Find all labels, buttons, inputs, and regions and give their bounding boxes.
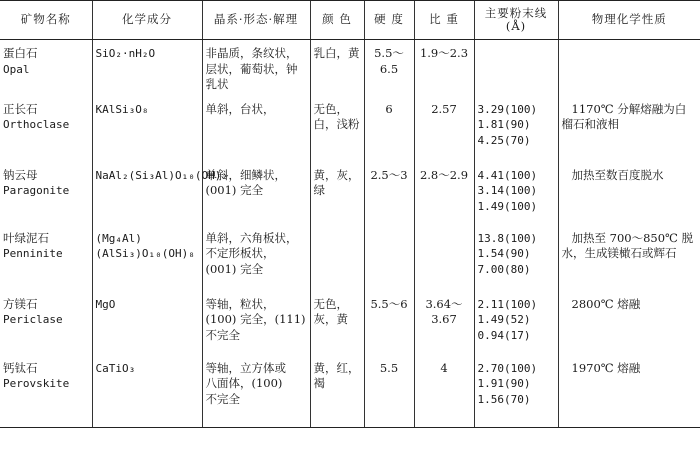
mineral-name-cell xyxy=(0,162,92,225)
xray-cell xyxy=(474,40,558,96)
density-cell: 4 xyxy=(414,355,474,428)
xray-line: 1.49(100) xyxy=(477,199,538,213)
mineral-name-cell xyxy=(0,225,92,291)
mineral-name-en: Periclase xyxy=(3,313,63,326)
xray-cell xyxy=(474,96,558,162)
crystal-line: 单斜，六角板状， xyxy=(205,230,298,245)
crystal-cell xyxy=(202,355,310,428)
formula-cell: KAlSi₃O₈ xyxy=(92,96,202,162)
formula-cell: NaAl₂(Si₃Al)O₁₀(OH)₂ xyxy=(92,162,202,225)
mineral-name-cn: 钙钛石 xyxy=(3,360,38,375)
crystal-line: 单斜，细鳞状， xyxy=(205,167,286,182)
formula-cell: SiO₂·nH₂O xyxy=(92,40,202,96)
mineral-name-cn: 蛋白石 xyxy=(3,46,38,60)
mineral-name-cell xyxy=(0,291,92,355)
mineral-name-en: Penninite xyxy=(3,247,63,260)
xray-cell xyxy=(474,291,558,355)
xray-cell xyxy=(474,225,558,291)
density-cell: 1.9～2.3 xyxy=(414,40,474,96)
mineral-name-en: Perovskite xyxy=(3,377,70,390)
crystal-line: (001) 完全 xyxy=(205,261,264,276)
crystal-line: 乳状 xyxy=(205,77,229,91)
table-row xyxy=(0,225,700,291)
xray-line: 1.49(52) xyxy=(477,313,531,326)
xray-cell xyxy=(474,355,558,428)
crystal-cell xyxy=(202,225,310,291)
hardness-cell: 5.5～6.5 xyxy=(364,40,414,96)
xray-line: 4.25(70) xyxy=(477,133,531,147)
formula-cell: CaTiO₃ xyxy=(92,355,202,428)
color-line: 褐 xyxy=(313,376,325,390)
properties-cell xyxy=(558,162,700,225)
density-cell: 3.64～3.67 xyxy=(414,291,474,355)
crystal-line: (001) 完全 xyxy=(205,183,264,197)
header-mineral-name: 矿物名称 xyxy=(0,1,92,40)
table-body xyxy=(0,40,700,428)
xray-line: 2.11(100) xyxy=(477,297,538,311)
xray-line: 2.70(100) xyxy=(477,361,538,375)
table-row xyxy=(0,355,700,428)
xray-line: 1.91(90) xyxy=(477,377,531,390)
header-xray-title: 主要粉末线 xyxy=(484,6,548,20)
header-hardness: 硬 度 xyxy=(364,1,414,40)
hardness-cell: 6 xyxy=(364,96,414,162)
crystal-cell xyxy=(202,291,310,355)
properties-line: 1170℃ 分解熔融为白 xyxy=(571,101,687,116)
crystal-line: 单斜，台状， xyxy=(205,101,275,116)
density-cell: 2.8～2.9 xyxy=(414,162,474,225)
crystal-line: 不完全 xyxy=(205,391,240,406)
table-row xyxy=(0,96,700,162)
header-crystal-system: 晶系·形态·解理 xyxy=(202,1,310,40)
color-line: 白，浅粉 xyxy=(313,117,360,131)
crystal-line: 等轴，粒状， xyxy=(205,296,275,311)
xray-line: 4.41(100) xyxy=(477,168,538,182)
xray-cell xyxy=(474,162,558,225)
header-xray-unit: (Å) xyxy=(505,19,527,33)
hardness-cell: 2.5～3 xyxy=(364,162,414,225)
header-color: 颜 色 xyxy=(310,1,364,40)
mineral-name-cn: 正长石 xyxy=(3,101,38,116)
color-line: 绿 xyxy=(313,183,325,197)
properties-cell xyxy=(558,225,700,291)
formula-cell: (Mg₄Al)(AlSi₃)O₁₀(OH)₈ xyxy=(92,225,202,291)
xray-line: 7.00(80) xyxy=(477,262,531,276)
xray-line: 0.94(17) xyxy=(477,328,531,342)
mineral-name-cell xyxy=(0,40,92,96)
mineral-name-cn: 方镁石 xyxy=(3,296,38,311)
crystal-cell xyxy=(202,96,310,162)
color-cell xyxy=(310,40,364,96)
mineral-name-en: Paragonite xyxy=(3,184,70,197)
crystal-line: 不完全 xyxy=(205,327,240,342)
color-line: 乳白，黄 xyxy=(313,46,360,60)
color-line: 无色， xyxy=(313,296,348,311)
mineral-name-cell xyxy=(0,96,92,162)
header-xray-lines xyxy=(474,1,558,40)
table-row xyxy=(0,40,700,96)
mineral-name-en: Orthoclase xyxy=(3,118,70,131)
properties-cell xyxy=(558,291,700,355)
crystal-line: 八面体，(100) xyxy=(205,376,283,390)
header-properties: 物理化学性质 xyxy=(558,1,700,40)
mineral-name-cn: 钠云母 xyxy=(3,167,38,182)
crystal-line: 等轴，立方体或 xyxy=(205,360,286,375)
properties-line: 加热至 700～850℃ 脱 xyxy=(571,230,694,245)
hardness-cell: 5.5 xyxy=(364,355,414,428)
properties-line: 榴石和液相 xyxy=(561,117,619,131)
table-row xyxy=(0,162,700,225)
color-cell xyxy=(310,291,364,355)
density-cell xyxy=(414,225,474,291)
xray-line: 1.81(90) xyxy=(477,118,531,131)
color-line: 黄，红， xyxy=(313,360,360,375)
properties-cell xyxy=(558,40,700,96)
color-cell xyxy=(310,355,364,428)
properties-line: 2800℃ 熔融 xyxy=(571,296,641,311)
color-cell xyxy=(310,96,364,162)
table-header-row xyxy=(0,1,700,40)
xray-line: 1.56(70) xyxy=(477,392,531,406)
crystal-cell xyxy=(202,40,310,96)
xray-line: 3.29(100) xyxy=(477,102,538,116)
properties-line: 1970℃ 熔融 xyxy=(571,360,641,375)
mineral-name-en: Opal xyxy=(3,62,30,76)
color-cell xyxy=(310,162,364,225)
crystal-line: 不定形板状， xyxy=(205,246,275,260)
mineral-name-cn: 叶绿泥石 xyxy=(3,230,49,245)
table-row xyxy=(0,291,700,355)
header-chemical-formula: 化学成分 xyxy=(92,1,202,40)
color-line: 黄，灰， xyxy=(313,167,360,182)
properties-cell xyxy=(558,96,700,162)
xray-line: 1.54(90) xyxy=(477,247,531,260)
density-cell: 2.57 xyxy=(414,96,474,162)
color-cell xyxy=(310,225,364,291)
hardness-cell: 5.5～6 xyxy=(364,291,414,355)
color-line: 无色， xyxy=(313,101,348,116)
properties-line: 加热至数百度脱水 xyxy=(571,167,664,182)
header-density: 比 重 xyxy=(414,1,474,40)
formula-cell: MgO xyxy=(92,291,202,355)
properties-cell xyxy=(558,355,700,428)
properties-line: 水，生成镁橄石或辉石 xyxy=(561,246,677,260)
hardness-cell xyxy=(364,225,414,291)
crystal-line: (100) 完全，(111) xyxy=(205,312,306,326)
crystal-line: 层状，葡萄状，钟 xyxy=(205,61,298,76)
xray-line: 13.8(100) xyxy=(477,231,538,245)
xray-line: 3.14(100) xyxy=(477,184,538,197)
crystal-cell xyxy=(202,162,310,225)
crystal-line: 非晶质，条纹状， xyxy=(205,46,298,60)
mineral-name-cell xyxy=(0,355,92,428)
color-line: 灰，黄 xyxy=(313,312,348,326)
